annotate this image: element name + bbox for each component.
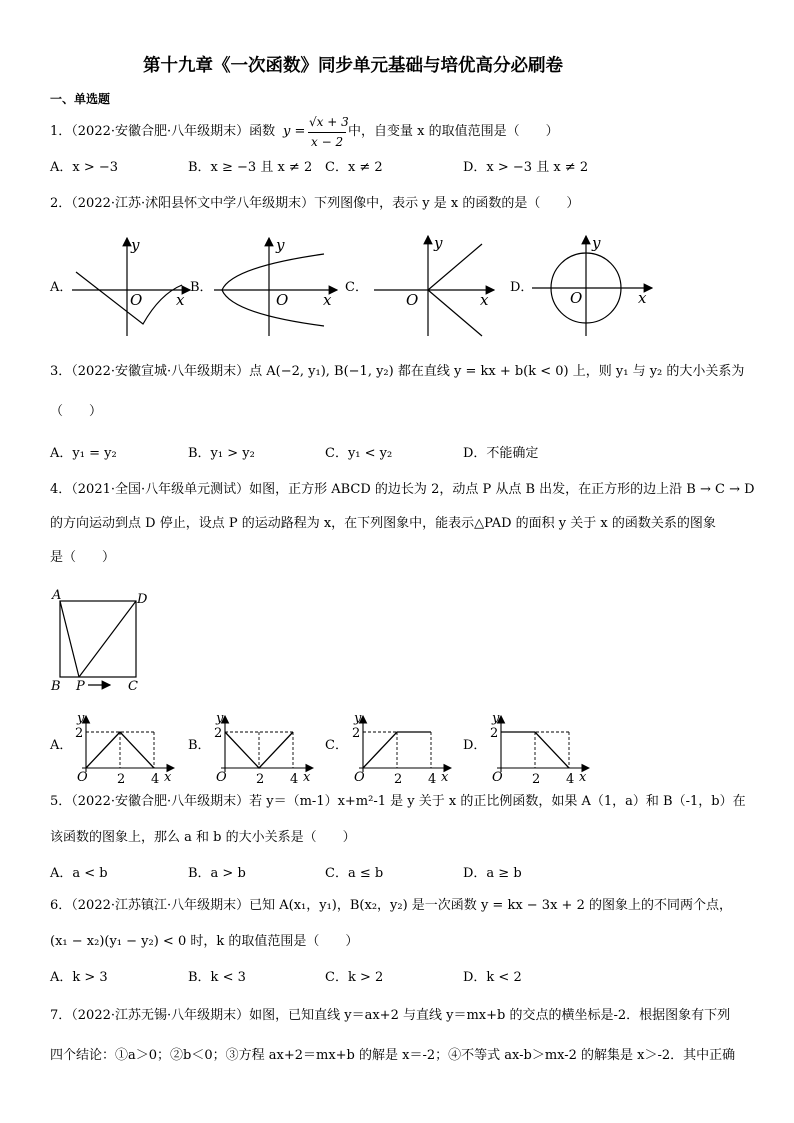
q4-graph-b bbox=[207, 710, 312, 787]
x-label: x bbox=[638, 289, 647, 307]
x-label: x bbox=[323, 291, 332, 309]
origin-label: O bbox=[406, 291, 419, 309]
q5-line-2: 该函数的图象上，那么 a 和 b 的大小关系是（ ） bbox=[50, 830, 356, 845]
q1-stem-a: 1．（2022·安徽合肥·八年级期末）函数 bbox=[50, 124, 276, 139]
y-label: y bbox=[492, 711, 500, 726]
q4-line-3: 是（ ） bbox=[50, 550, 116, 565]
q6-line-2: (x₁ − x₂)(y₁ − y₂) < 0 时，k 的取值范围是（ ） bbox=[50, 934, 359, 949]
x-label: x bbox=[303, 770, 311, 785]
q2-stem: 2．（2022·江苏·沭阳县怀文中学八年级期末）下列图像中，表示 y 是 x 的函数的是（ ） bbox=[50, 196, 580, 211]
q6-option-b[interactable]: B．k < 3 bbox=[188, 970, 246, 985]
x-tick-4: 4 bbox=[290, 772, 299, 787]
origin-label: O bbox=[276, 291, 289, 309]
q4-label-d[interactable]: D． bbox=[463, 738, 487, 753]
y-label: y bbox=[592, 234, 601, 252]
x-tick-2: 2 bbox=[394, 772, 403, 787]
q4-label-c[interactable]: C． bbox=[325, 738, 348, 753]
origin-label: O bbox=[492, 770, 503, 785]
q3-option-a[interactable]: A．y₁ = y₂ bbox=[50, 446, 117, 461]
y-tick-2: 2 bbox=[75, 726, 84, 741]
x-tick-2: 2 bbox=[532, 772, 541, 787]
q3-stem: 3．（2022·安徽宣城·八年级期末）点 A(−2, y₁), B(−1, y₂) 都在直线 y = kx + b(k < 0) 上，则 y₁ 与 y₂ 的大小关系为 bbox=[50, 364, 745, 379]
q3-option-c[interactable]: C．y₁ < y₂ bbox=[325, 446, 393, 461]
q5-option-c[interactable]: C．a ≤ b bbox=[325, 866, 384, 881]
q2-graph-a bbox=[70, 232, 200, 342]
origin-label: O bbox=[570, 289, 583, 307]
q4-graph-d bbox=[483, 710, 588, 787]
segment-pd bbox=[79, 601, 136, 677]
q6-option-c[interactable]: C．k > 2 bbox=[325, 970, 384, 985]
q1-denominator: x − 2 bbox=[311, 135, 344, 149]
x-tick-4: 4 bbox=[428, 772, 437, 787]
x-label: x bbox=[480, 291, 489, 309]
y-tick-2: 2 bbox=[352, 726, 361, 741]
x-label: x bbox=[441, 770, 449, 785]
y-tick-2: 2 bbox=[490, 726, 499, 741]
q3-option-d[interactable]: D．不能确定 bbox=[463, 446, 539, 461]
vertex-d: D bbox=[137, 592, 148, 607]
q5-option-b[interactable]: B．a > b bbox=[188, 866, 246, 881]
y-label: y bbox=[77, 711, 85, 726]
q5-option-d[interactable]: D．a ≥ b bbox=[463, 866, 522, 881]
q4-graph-a bbox=[68, 710, 173, 787]
section-heading: 一、单选题 bbox=[50, 92, 111, 106]
q5-option-a[interactable]: A．a < b bbox=[50, 866, 108, 881]
y-tick-2: 2 bbox=[214, 726, 223, 741]
y-label: y bbox=[434, 234, 443, 252]
vertex-a: A bbox=[52, 588, 62, 603]
q1-option-d[interactable]: D．x > −3 且 x ≠ 2 bbox=[463, 160, 589, 175]
x-tick-2: 2 bbox=[256, 772, 265, 787]
q3-paren: （ ） bbox=[50, 404, 103, 419]
q1-func-y: y = bbox=[283, 124, 306, 139]
q4-graph-c bbox=[345, 710, 450, 787]
y-label: y bbox=[354, 711, 362, 726]
x-label: x bbox=[176, 291, 185, 309]
segment-pa bbox=[60, 601, 79, 677]
square-abcd bbox=[60, 601, 136, 677]
q2-graph-c bbox=[372, 232, 502, 342]
x-tick-4: 4 bbox=[566, 772, 575, 787]
q2-label-b[interactable]: B． bbox=[190, 280, 213, 295]
q4-label-a[interactable]: A． bbox=[50, 738, 73, 753]
origin-label: O bbox=[130, 291, 143, 309]
q4-square-figure bbox=[48, 586, 158, 696]
x-label: x bbox=[164, 770, 172, 785]
q1-numerator: √x + 3 bbox=[309, 115, 349, 129]
x-label: x bbox=[579, 770, 587, 785]
q4-label-b[interactable]: B． bbox=[188, 738, 211, 753]
q7-line-1: 7．（2022·江苏无锡·八年级期末）如图，已知直线 y＝ax+2 与直线 y＝mx+b 的交点的横坐标是-2．根据图象有下列 bbox=[50, 1008, 731, 1023]
q1-option-a[interactable]: A．x > −3 bbox=[50, 160, 119, 175]
q6-option-a[interactable]: A．k > 3 bbox=[50, 970, 108, 985]
q2-graph-b bbox=[212, 232, 342, 342]
q3-option-b[interactable]: B．y₁ > y₂ bbox=[188, 446, 255, 461]
y-label: y bbox=[131, 236, 140, 254]
q5-line-1: 5．（2022·安徽合肥·八年级期末）若 y＝（m-1）x+m²-1 是 y 关于 x 的正比例函数，如果 A（1，a）和 B（-1，b）在 bbox=[50, 794, 746, 809]
x-tick-4: 4 bbox=[151, 772, 160, 787]
vertex-c: C bbox=[128, 679, 138, 694]
y-label: y bbox=[216, 711, 224, 726]
q2-graph-d bbox=[530, 232, 660, 342]
q6-option-d[interactable]: D．k < 2 bbox=[463, 970, 522, 985]
origin-label: O bbox=[354, 770, 365, 785]
q6-line-1: 6．（2022·江苏镇江·八年级期末）已知 A(x₁，y₁)，B(x₂，y₂) 是一次函数 y = kx − 3x + 2 的图象上的不同两个点， bbox=[50, 898, 732, 913]
x-tick-2: 2 bbox=[117, 772, 126, 787]
q4-line-1: 4．（2021·全国·八年级单元测试）如图，正方形 ABCD 的边长为 2，动点 P 从点 B 出发，在正方形的边上沿 B → C → D bbox=[50, 482, 755, 497]
q2-label-a[interactable]: A． bbox=[50, 280, 73, 295]
q1-stem-b: 中，自变量 x 的取值范围是（ ） bbox=[348, 124, 559, 139]
function-curve bbox=[76, 272, 182, 324]
q2-label-d[interactable]: D． bbox=[510, 280, 534, 295]
q2-label-c[interactable]: C． bbox=[345, 280, 368, 295]
vertex-b: B bbox=[51, 679, 61, 694]
q1-option-b[interactable]: B．x ≥ −3 且 x ≠ 2 bbox=[188, 160, 313, 175]
ray-down bbox=[428, 290, 482, 336]
q7-line-2: 四个结论：①a＞0；②b＜0；③方程 ax+2＝mx+b 的解是 x＝-2；④不等式 ax-b＞mx-2 的解集是 x＞-2．其中正确 bbox=[50, 1048, 736, 1063]
point-p: P bbox=[76, 679, 85, 694]
origin-label: O bbox=[77, 770, 88, 785]
q1-option-c[interactable]: C．x ≠ 2 bbox=[325, 160, 383, 175]
q1-fraction-bar bbox=[308, 132, 346, 133]
origin-label: O bbox=[216, 770, 227, 785]
page-title: 第十九章《一次函数》同步单元基础与培优高分必刷卷 bbox=[143, 56, 563, 76]
q4-line-2: 的方向运动到点 D 停止，设点 P 的运动路程为 x，在下列图象中，能表示△PAD 的面积 y 关于 x 的函数关系的图象 bbox=[50, 516, 716, 531]
y-label: y bbox=[276, 236, 285, 254]
